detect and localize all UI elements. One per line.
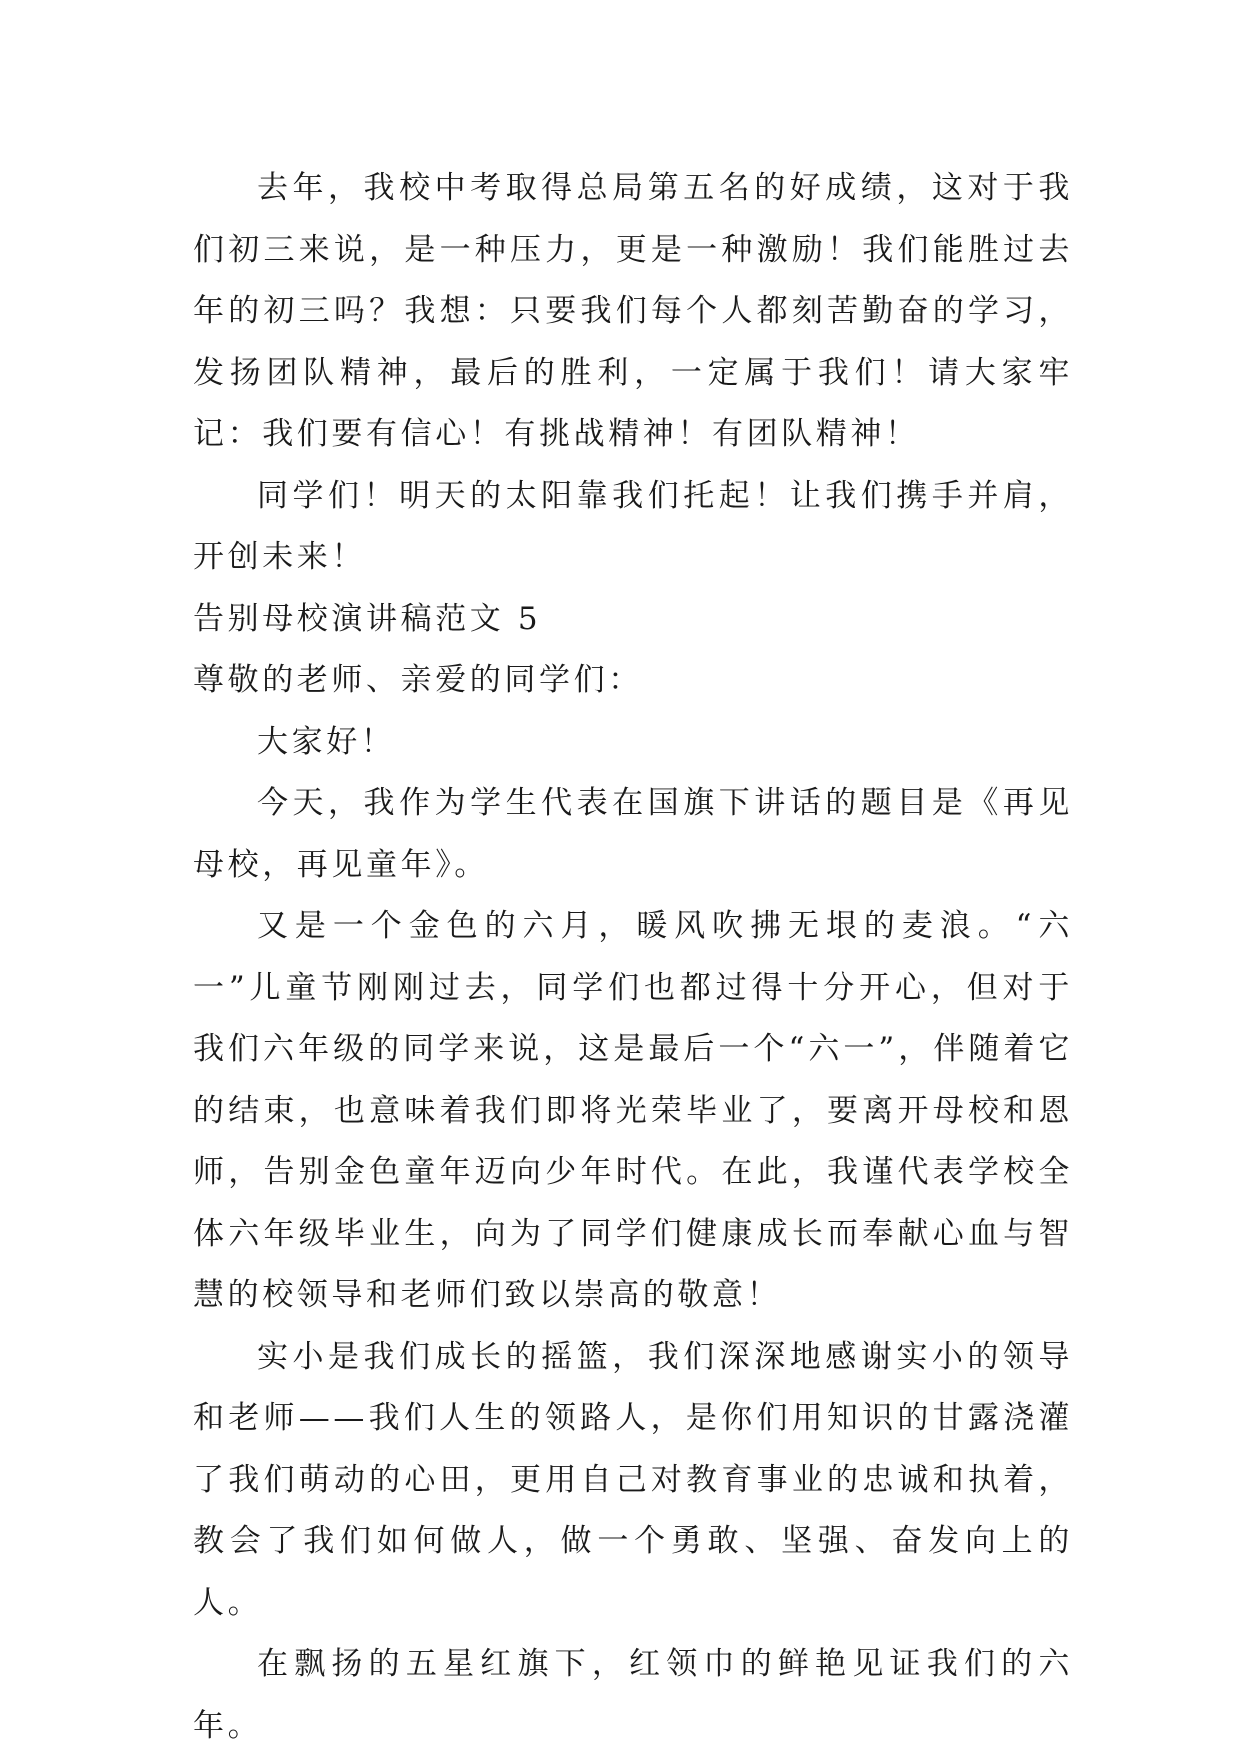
- document-body: [193, 158, 1073, 1757]
- greeting: 大家好！: [257, 723, 396, 760]
- paragraph-school-cradle: 实小是我们成长的摇篮，我们深深地感谢实小的领导和老师——我们人生的领路人，是你们用知识的甘露浇灌了我们萌动的心田，更用自己对教育事业的忠诚和执着，教会了我们如何做人，做一个勇敢、坚强、奋发向上的人。: [193, 1338, 1073, 1621]
- salutation: 尊敬的老师、亲爱的同学们：: [193, 662, 643, 698]
- paragraph-tomorrow-sun: 同学们！明天的太阳靠我们托起！让我们携手并肩，开创未来！: [193, 477, 1073, 575]
- paragraph-red-flag: 在飘扬的五星红旗下，红领巾的鲜艳见证我们的六年。: [193, 1646, 1073, 1744]
- paragraph-last-year-exam: 去年，我校中考取得总局第五名的好成绩，这对于我们初三来说，是一种压力，更是一种激励！我们能胜过去年的初三吗？我想：只要我们每个人都刻苦勤奋的学习，发扬团队精神，最后的胜利，一定属于我们！请大家牢记：我们要有信心！有挑战精神！有团队精神！: [193, 170, 1073, 452]
- paragraph-speech-topic: 今天，我作为学生代表在国旗下讲话的题目是《再见母校，再见童年》。: [193, 785, 1073, 883]
- paragraph-golden-june: 又是一个金色的六月，暖风吹拂无垠的麦浪。“六一”儿童节刚刚过去，同学们也都过得十分开心，但对于我们六年级的同学来说，这是最后一个“六一”，伴随着它的结束，也意味着我们即将光荣毕业了，要离开母校和恩师，告别金色童年迈向少年时代。在此，我谨代表学校全体六年级毕业生，向为了同学们健康成长而奉献心血与智慧的校领导和老师们致以崇高的敬意！: [193, 908, 1073, 1313]
- section-heading: 告别母校演讲稿范文 5: [193, 600, 542, 637]
